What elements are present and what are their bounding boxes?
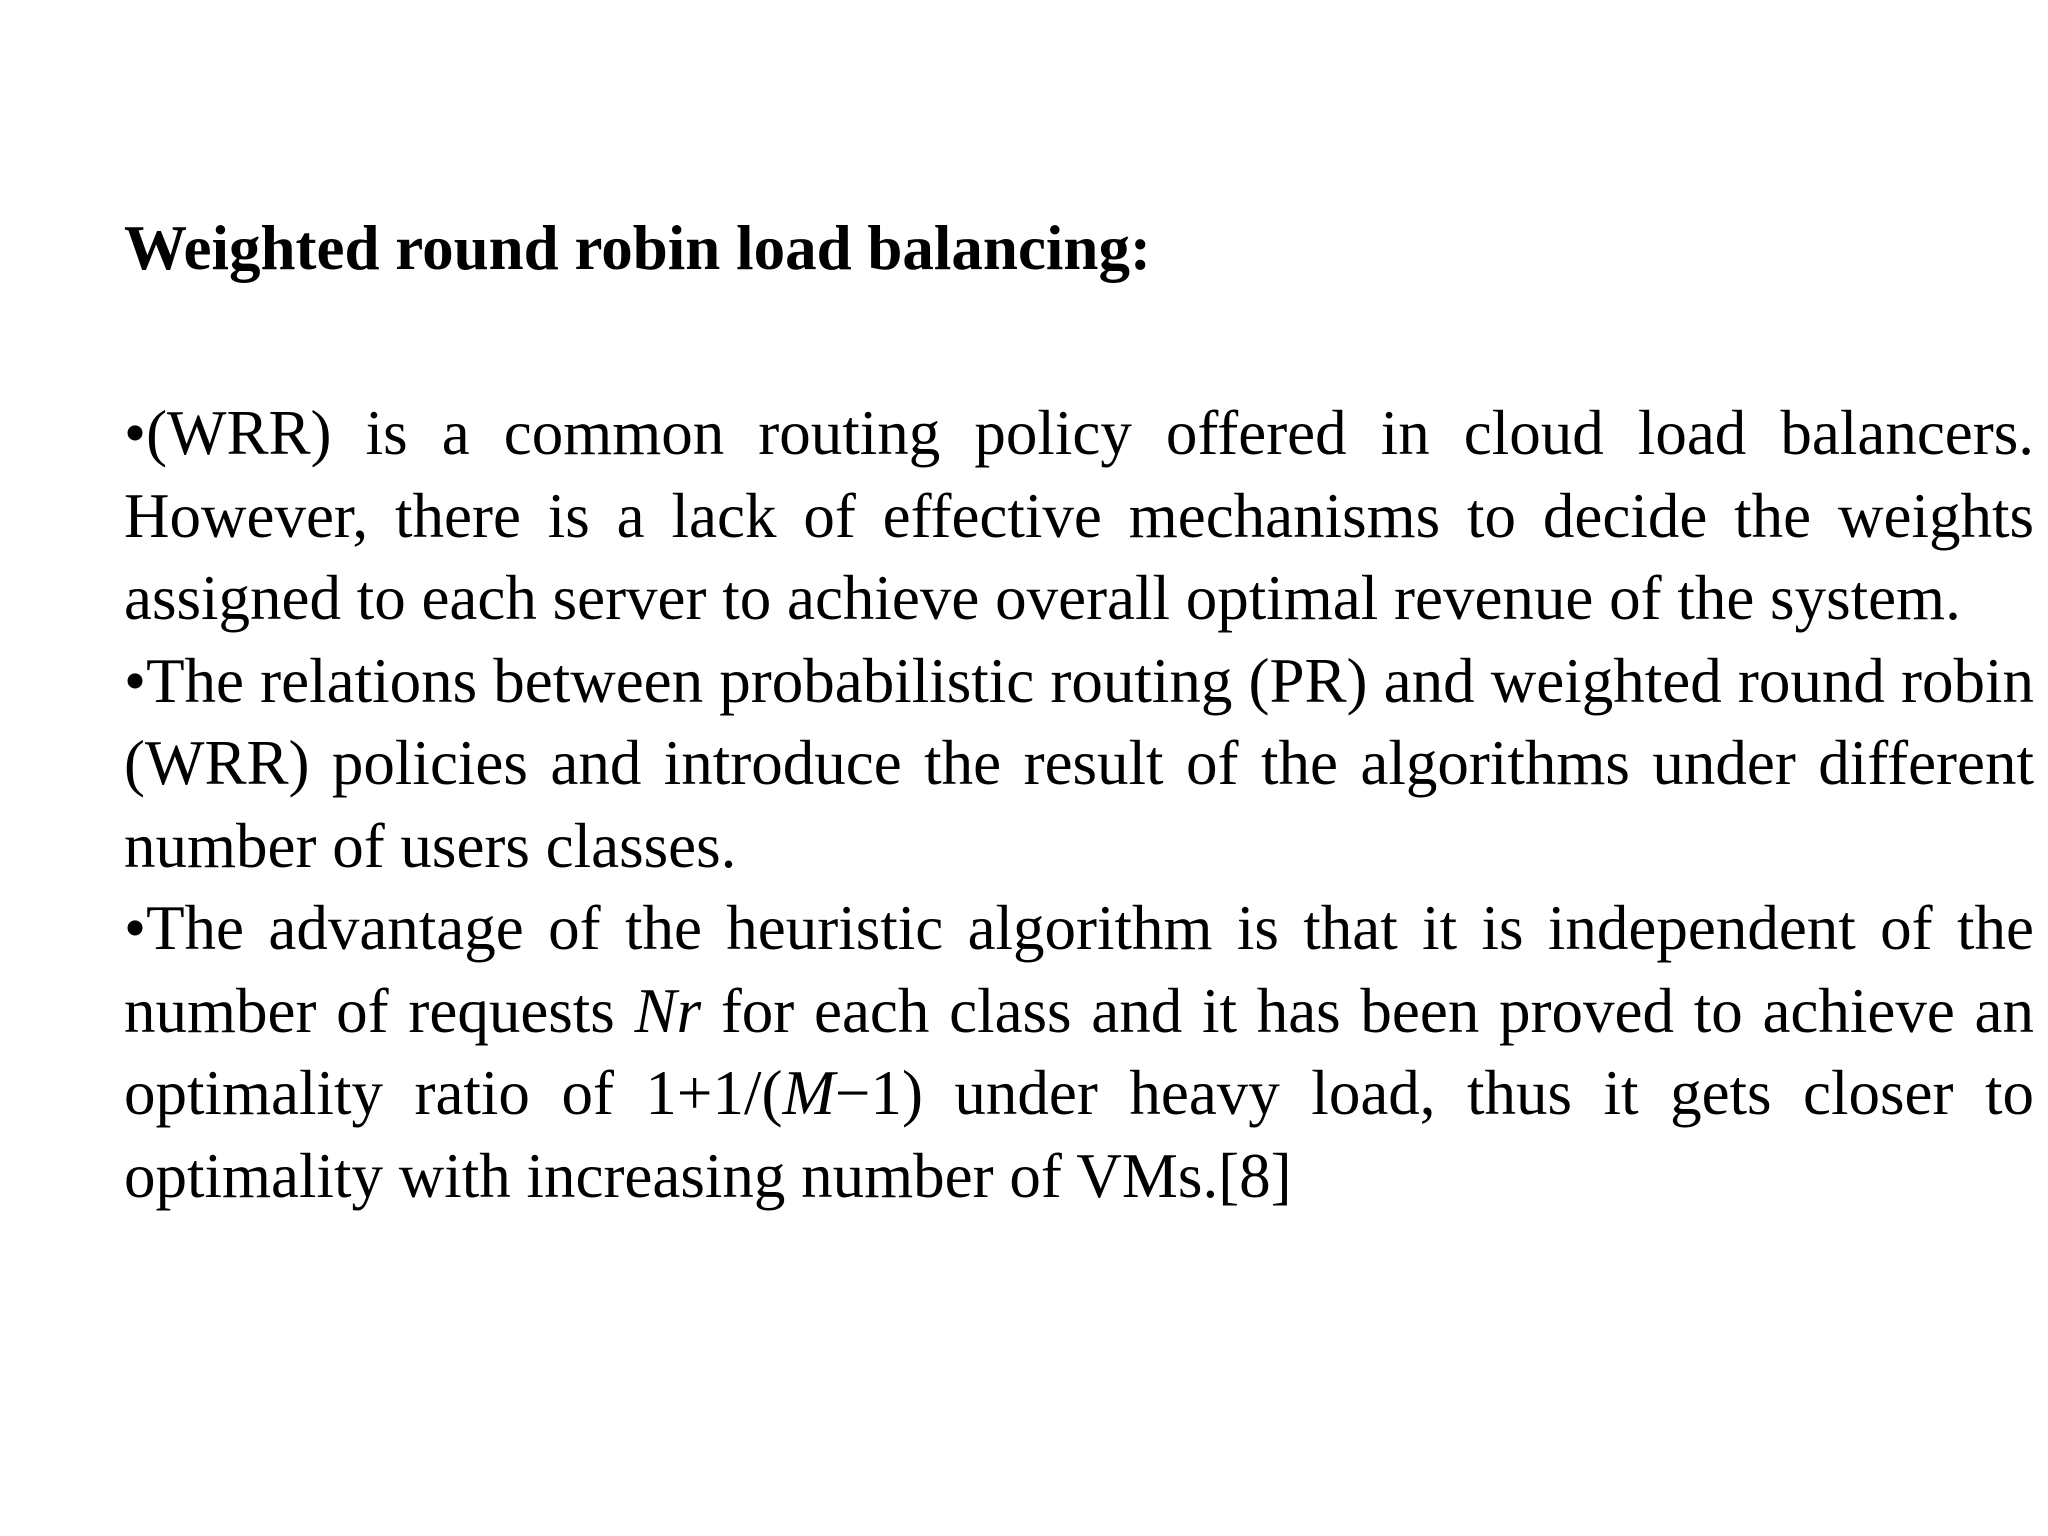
bullet-marker: • <box>124 893 147 963</box>
bullet-text-part: −1) under heavy load, thus it gets closer to optimality with increasing number of VMs.[8] <box>124 1058 2034 1211</box>
slide-title: Weighted round robin load balancing: <box>124 213 1151 283</box>
bullet-paragraph-heuristic-advantage <box>124 887 2034 1217</box>
bullet-text-part: The advantage of the heuristic algorithm is that it is independent of the number of requests <box>124 893 2034 1046</box>
bullet-text-part: for each class and it has been proved to achieve an optimality ratio of 1+1/( <box>124 975 2034 1128</box>
bullet-marker: • <box>124 645 147 716</box>
bullet-marker: • <box>124 398 147 468</box>
variable-nr: Nr <box>634 975 702 1046</box>
bullet-text: The relations between probabilistic routing (PR) and weighted round robin (WRR) policies and introduce the result of the algorithms under different number of users classes. <box>124 645 2034 881</box>
bullet-paragraph-pr-wrr-relations <box>124 640 2034 888</box>
variable-m: M <box>782 1058 835 1128</box>
bullet-text: (WRR) is a common routing policy offered in cloud load balancers. However, there is a lack of effective mechanisms to decide the weights assigned to each server to achieve overall optimal revenue of the system. <box>124 398 2034 633</box>
bullet-paragraph-wrr-policy <box>124 392 2034 640</box>
slide-body <box>124 392 2034 1217</box>
